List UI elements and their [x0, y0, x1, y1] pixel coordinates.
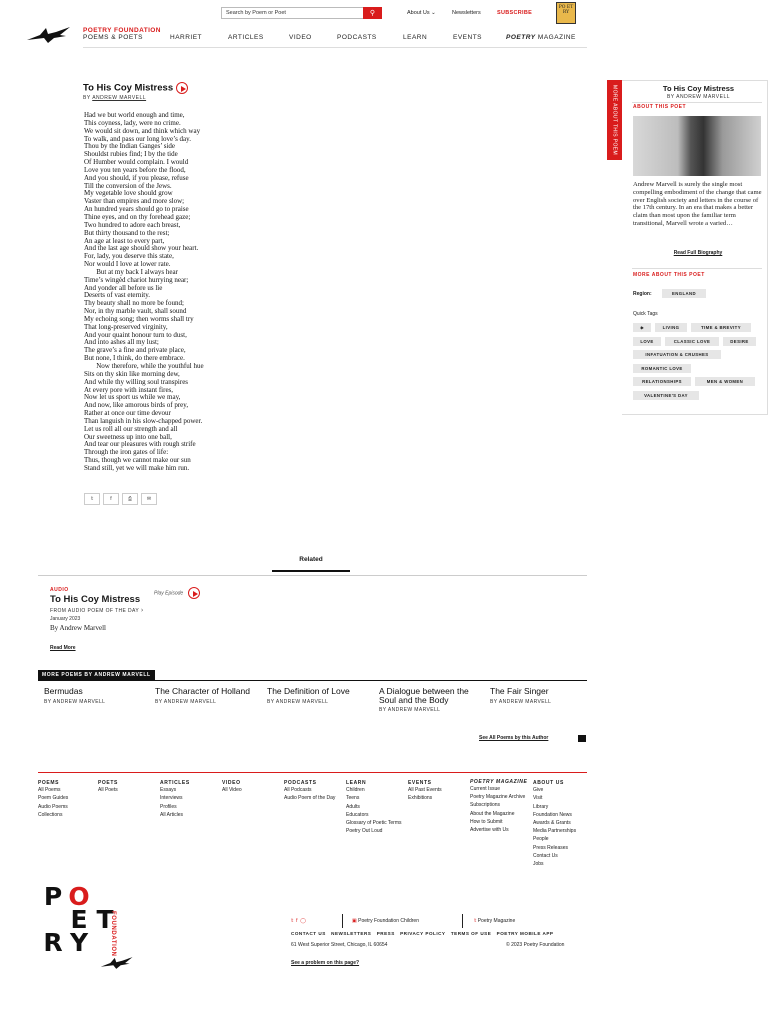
- nav-harriet[interactable]: HARRIET: [170, 34, 203, 41]
- footer-link[interactable]: TERMS OF USE: [450, 931, 492, 936]
- email-icon[interactable]: ✉: [141, 493, 157, 505]
- footer-address: 61 West Superior Street, Chicago, IL 60654: [291, 942, 388, 948]
- related-title[interactable]: To His Coy Mistress: [50, 594, 141, 605]
- poet-portrait: [633, 116, 761, 176]
- footer-column: [470, 779, 528, 835]
- footer-link[interactable]: Subscriptions: [470, 802, 501, 809]
- footer-column-heading[interactable]: VIDEO: [222, 780, 241, 786]
- footer-link[interactable]: Poetry Magazine Archive: [470, 794, 526, 801]
- tag-love[interactable]: LOVE: [633, 337, 661, 346]
- poem-line: And while thy willing soul transpires: [84, 377, 189, 386]
- search-input[interactable]: Search by Poem or Poet: [221, 7, 382, 19]
- footer-column: [98, 779, 156, 795]
- more-poem-item[interactable]: [267, 687, 367, 705]
- footer-link[interactable]: Profiles: [160, 803, 177, 810]
- more-poem-title[interactable]: The Fair Singer: [490, 686, 549, 696]
- tag-time-brevity[interactable]: TIME & BREVITY: [691, 323, 751, 332]
- footer-link[interactable]: NEWSLETTERS: [331, 931, 372, 936]
- poetry-foundation-logo[interactable]: P O E T R Y: [43, 882, 114, 957]
- tag-valentines-day[interactable]: VALENTINE'S DAY: [633, 391, 699, 400]
- arrow-right-icon[interactable]: [578, 735, 586, 742]
- footer-column-heading[interactable]: ARTICLES: [160, 780, 190, 786]
- tag-desire[interactable]: DESIRE: [723, 337, 756, 346]
- poem-line: This coyness, lady, were no crime.: [84, 118, 181, 127]
- poem-line: Deserts of vast eternity.: [84, 291, 151, 300]
- children-link[interactable]: ▣ Poetry Foundation Children: [352, 918, 419, 924]
- footer-link[interactable]: How to Submit: [470, 818, 503, 825]
- poem-line: Than languish in his slow-chapped power.: [84, 416, 203, 425]
- footer-divider: [38, 772, 587, 773]
- poem-line: Thine eyes, and on thy forehead gaze;: [84, 212, 191, 221]
- footer-link[interactable]: Glossary of Poetic Terms: [346, 819, 402, 826]
- footer-link[interactable]: All Video: [222, 787, 242, 794]
- facebook-icon[interactable]: f: [103, 493, 119, 505]
- poem-line: But at my back I always hear: [84, 267, 178, 276]
- footer-link[interactable]: PRESS: [376, 931, 395, 936]
- footer-link[interactable]: Press Releases: [533, 844, 569, 851]
- poem-byline: BY ANDREW MARVELL: [83, 95, 147, 101]
- poem-line: And the last age should show your heart.: [84, 244, 199, 253]
- newsletters-link[interactable]: Newsletters: [452, 10, 481, 16]
- footer-column-heading[interactable]: PODCASTS: [284, 780, 317, 786]
- related-byline: By Andrew Marvell: [50, 624, 106, 632]
- foundation-label: FOUNDATION: [110, 911, 116, 957]
- more-poem-item[interactable]: [155, 687, 255, 705]
- twitter-icon[interactable]: 𝕥: [291, 918, 294, 924]
- footer-link[interactable]: Foundation News: [533, 811, 572, 818]
- footer-bottom-links: [291, 931, 553, 936]
- footer-link[interactable]: Give: [533, 787, 544, 794]
- nav-podcasts[interactable]: PODCASTS: [337, 34, 377, 41]
- footer-link[interactable]: PRIVACY POLICY: [400, 931, 446, 936]
- audio-tag-icon[interactable]: 🕪: [633, 323, 651, 332]
- region-label: Region:: [633, 291, 652, 297]
- divider: [342, 914, 343, 928]
- nav-poetry-magazine[interactable]: POETRY MAGAZINE: [506, 34, 576, 41]
- footer-column-heading[interactable]: EVENTS: [408, 780, 432, 786]
- footer-column-heading[interactable]: POETRY MAGAZINE: [470, 779, 528, 785]
- footer-link[interactable]: POETRY MOBILE APP: [496, 931, 554, 936]
- footer-link[interactable]: Contact Us: [533, 852, 558, 859]
- social-icons[interactable]: [291, 918, 306, 924]
- poem-line: Love you ten years before the flood,: [84, 165, 186, 174]
- footer-link[interactable]: Audio Poem of the Day: [284, 795, 336, 802]
- author-link[interactable]: ANDREW MARVELL: [92, 95, 147, 101]
- poem-line: Nor would I love at lower rate.: [84, 260, 171, 269]
- instagram-icon[interactable]: ◯: [300, 918, 306, 924]
- footer-link[interactable]: Interviews: [160, 795, 183, 802]
- footer-column-heading[interactable]: POEMS: [38, 780, 60, 786]
- poem-line: An age at least to every part,: [84, 236, 165, 245]
- poem-line: And now, like amorous birds of prey,: [84, 401, 189, 410]
- footer-link[interactable]: All Past Events: [408, 787, 442, 794]
- footer-link[interactable]: Exhibitions: [408, 795, 433, 802]
- footer-column: [408, 779, 466, 804]
- poem-line: For, lady, you deserve this state,: [84, 252, 174, 261]
- poem-line: And your quaint honour turn to dust,: [84, 330, 187, 339]
- more-poem-byline: BY ANDREW MARVELL: [379, 707, 441, 713]
- nav-video[interactable]: VIDEO: [289, 34, 312, 41]
- footer-link[interactable]: People: [533, 836, 549, 843]
- related-tab[interactable]: Related: [272, 556, 350, 572]
- poem-line: Thus, though we cannot make our sun: [84, 456, 191, 465]
- tag-living[interactable]: LIVING: [655, 323, 687, 332]
- print-icon[interactable]: ⎙: [122, 493, 138, 505]
- poem-line: My echoing song; then worms shall try: [84, 314, 194, 323]
- footer-link[interactable]: Poetry Out Loud: [346, 828, 383, 835]
- poem-line: The grave’s a fine and private place,: [84, 346, 186, 355]
- footer-link[interactable]: Jobs: [533, 860, 544, 867]
- related-source: FROM AUDIO POEM OF THE DAY ›: [50, 606, 144, 614]
- more-poem-byline: BY ANDREW MARVELL: [44, 698, 106, 705]
- poem-line: Sits on thy skin like morning dew,: [84, 369, 180, 378]
- more-about-poet-heading: MORE ABOUT THIS POET: [633, 272, 705, 278]
- magazine-link[interactable]: 𝕥 Poetry Magazine: [474, 918, 516, 924]
- nav-articles[interactable]: ARTICLES: [228, 34, 264, 41]
- more-poems-divider: [38, 680, 587, 681]
- footer-link[interactable]: Teens: [346, 795, 360, 802]
- read-full-biography-link[interactable]: Read Full Biography: [673, 250, 723, 256]
- more-poem-byline: BY ANDREW MARVELL: [490, 698, 552, 705]
- nav-divider: [83, 47, 587, 48]
- poem-line: We would sit down, and think which way: [84, 126, 201, 135]
- poem-line: An hundred years should go to praise: [84, 205, 189, 214]
- twitter-icon: 𝕥: [474, 918, 477, 924]
- related-date: January 2023: [50, 616, 81, 622]
- poem-line: Thy beauty shall no more be found;: [84, 299, 184, 308]
- poem-line: And yonder all before us lie: [84, 283, 163, 292]
- report-problem-link[interactable]: See a problem on this page?: [291, 960, 360, 966]
- more-poem-item[interactable]: [379, 687, 479, 713]
- more-poem-title[interactable]: A Dialogue between the Soul and the Body: [379, 686, 469, 705]
- poem-line: But thirty thousand to the rest;: [84, 228, 170, 237]
- poem-line: Through the iron gates of life:: [84, 448, 169, 457]
- brand-name[interactable]: POETRY FOUNDATION: [83, 27, 161, 34]
- footer-column-heading[interactable]: POETS: [98, 780, 118, 786]
- poem-line: Two hundred to adore each breast,: [84, 220, 181, 229]
- footer-link[interactable]: Media Partnerships: [533, 828, 577, 835]
- poem-line: Let us roll all our strength and all: [84, 424, 178, 433]
- footer-column: [38, 779, 96, 820]
- more-poem-item[interactable]: [490, 687, 586, 705]
- poem-line: Time’s wingèd chariot hurrying near;: [84, 275, 189, 284]
- poem-line: And into ashes all my lust;: [84, 338, 159, 347]
- tag-romantic-love[interactable]: ROMANTIC LOVE: [633, 364, 691, 373]
- tag-relationships[interactable]: RELATIONSHIPS: [633, 377, 691, 386]
- footer-copyright: © 2023 Poetry Foundation: [506, 942, 565, 948]
- play-episode-icon[interactable]: [188, 587, 200, 599]
- play-episode-link[interactable]: Play Episode: [154, 587, 200, 599]
- read-more-link[interactable]: Read More: [50, 645, 76, 651]
- poem-line: My vegetable love should grow: [84, 189, 173, 198]
- poem-line: Of Humber would complain. I would: [84, 158, 189, 167]
- facebook-icon[interactable]: f: [296, 918, 298, 924]
- footer-link[interactable]: Awards & Grants: [533, 819, 571, 826]
- poem-line: That long-preserved virginity,: [84, 322, 168, 331]
- play-audio-icon[interactable]: [176, 82, 188, 94]
- poem-line: Shouldst rubies find; I by the tide: [84, 150, 178, 159]
- footer-column-heading[interactable]: ABOUT US: [533, 780, 564, 786]
- poem-line: Rather at once our time devour: [84, 409, 171, 418]
- related-divider: [38, 575, 587, 576]
- poem-line: Till the conversion of the Jews.: [84, 181, 172, 190]
- footer-column: [533, 779, 587, 869]
- poem-body: [84, 112, 314, 473]
- divider: [462, 914, 463, 928]
- twitter-icon[interactable]: 𝕥: [84, 493, 100, 505]
- footer-link[interactable]: All Poets: [98, 787, 118, 794]
- more-poem-byline: BY ANDREW MARVELL: [267, 698, 329, 705]
- footer-link[interactable]: Essays: [160, 787, 177, 794]
- footer-link[interactable]: Audio Poems: [38, 803, 68, 810]
- nav-poems-poets[interactable]: POEMS & POETS: [83, 34, 143, 41]
- footer-column-heading[interactable]: LEARN: [346, 780, 367, 786]
- more-poem-title[interactable]: The Definition of Love: [267, 686, 350, 696]
- see-all-poems-link[interactable]: See All Poems by this Author: [479, 735, 549, 741]
- region-tag[interactable]: ENGLAND: [662, 289, 706, 298]
- about-poet-heading: ABOUT THIS POET: [633, 104, 687, 110]
- about-us-link[interactable]: About Us ⌄: [407, 10, 436, 16]
- poem-line: Vaster than empires and more slow;: [84, 197, 185, 206]
- poem-line: Stand still, yet we will make him run.: [84, 463, 190, 472]
- magazine-badge[interactable]: PO ET RY: [556, 2, 576, 24]
- poem-title: To His Coy Mistress: [83, 82, 188, 94]
- audio-label: AUDIO: [50, 587, 69, 593]
- poem-line: To walk, and pass our long love’s day.: [84, 134, 191, 143]
- tag-men-women[interactable]: MEN & WOMEN: [695, 377, 755, 386]
- footer-link[interactable]: Poem Guides: [38, 795, 69, 802]
- poet-bio: Andrew Marvell is surely the single most compelling embodiment of the change that came over English society and letters in the course of the 17th century. In an era that makes a better claim than most upon the familiar term transitional, Marvell wrote a varied…: [633, 181, 762, 227]
- search-button[interactable]: [363, 7, 382, 19]
- more-poem-byline: BY ANDREW MARVELL: [155, 698, 217, 705]
- nav-learn[interactable]: LEARN: [403, 34, 428, 41]
- pegasus-footer-icon: [100, 956, 134, 975]
- more-poem-title[interactable]: The Character of Holland: [155, 686, 250, 696]
- search-icon: ⚲: [369, 10, 376, 17]
- tag-classic-love[interactable]: CLASSIC LOVE: [665, 337, 719, 346]
- footer-link[interactable]: Visit: [533, 795, 543, 802]
- divider: [632, 268, 762, 269]
- footer-link[interactable]: Collections: [38, 811, 63, 818]
- nav-events[interactable]: EVENTS: [453, 34, 483, 41]
- footer-link[interactable]: Library: [533, 803, 549, 810]
- poem-line: Thou by the Indian Ganges’ side: [84, 142, 176, 151]
- footer-column: [222, 779, 280, 795]
- poem-line: Now let us sport us while we may,: [84, 393, 181, 402]
- footer-link[interactable]: All Articles: [160, 811, 184, 818]
- footer-link[interactable]: Advertise with Us: [470, 826, 509, 833]
- footer-column: [346, 779, 404, 836]
- quick-tags-label: Quick Tags: [633, 311, 658, 317]
- tag-infatuation[interactable]: INFATUATION & CRUSHES: [633, 350, 721, 359]
- footer-link[interactable]: Children: [346, 787, 365, 794]
- footer-link[interactable]: Educators: [346, 811, 369, 818]
- poem-line: Had we but world enough and time,: [84, 111, 185, 119]
- more-poem-item[interactable]: [44, 687, 144, 705]
- divider: [632, 102, 762, 103]
- sidebar-title: To His Coy Mistress: [662, 84, 735, 93]
- footer-link[interactable]: Adults: [346, 803, 360, 810]
- poem-line: Nor, in thy marble vault, shall sound: [84, 307, 187, 316]
- more-poem-title[interactable]: Bermudas: [44, 686, 83, 696]
- footer-link[interactable]: CONTACT US: [291, 931, 326, 936]
- pegasus-logo-icon[interactable]: [26, 26, 72, 49]
- poem-line: At every pore with instant fires,: [84, 385, 174, 394]
- poem-line: But none, I think, do there embrace.: [84, 354, 185, 363]
- sidebar-byline: BY ANDREW MARVELL: [666, 94, 731, 100]
- footer-link[interactable]: About the Magazine: [470, 810, 515, 817]
- poem-line: Our sweetness up into one ball,: [84, 432, 172, 441]
- more-about-poem-tab[interactable]: MORE ABOUT THIS POEM: [607, 80, 622, 160]
- poem-line: Now therefore, while the youthful hue: [84, 362, 204, 370]
- poem-line: And you should, if you please, refuse: [84, 173, 189, 182]
- footer-link[interactable]: All Podcasts: [284, 787, 312, 794]
- more-poems-heading: MORE POEMS BY ANDREW MARVELL: [38, 670, 155, 680]
- footer-column: [284, 779, 342, 804]
- footer-link[interactable]: Current Issue: [470, 786, 501, 792]
- facebook-icon: ▣: [352, 918, 357, 924]
- poem-line: And tear our pleasures with rough strife: [84, 440, 196, 449]
- subscribe-link[interactable]: SUBSCRIBE: [497, 10, 533, 16]
- footer-link[interactable]: All Poems: [38, 787, 61, 794]
- footer-column: [160, 779, 218, 820]
